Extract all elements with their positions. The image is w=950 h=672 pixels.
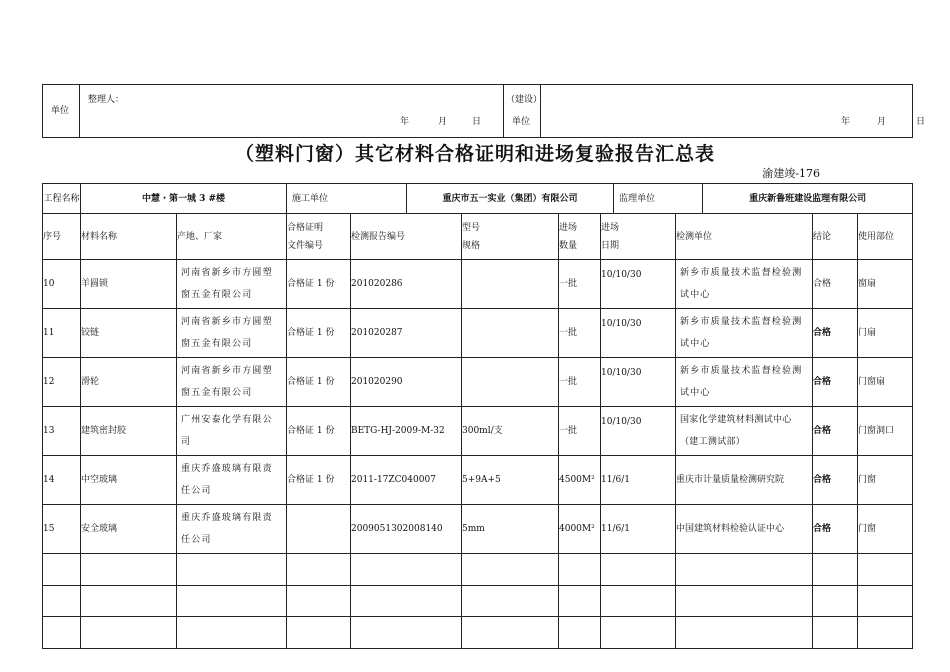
row-qty: 一批 bbox=[559, 309, 601, 358]
row-report: 201020287 bbox=[351, 309, 462, 358]
build-signature-cell bbox=[541, 85, 926, 138]
project-name-value: 中慧・第一城 3 #楼 bbox=[81, 184, 287, 214]
table-row bbox=[43, 456, 913, 505]
row-material: 羊圆锁 bbox=[81, 260, 177, 309]
col-cert: 合格证明 文件编号 bbox=[287, 214, 351, 260]
row-result: 合格 bbox=[813, 505, 858, 554]
empty-row bbox=[43, 617, 913, 649]
row-lab: 新乡市质量技术监督检验测试中心 bbox=[676, 260, 813, 309]
col-origin: 产地、厂家 bbox=[177, 214, 287, 260]
supervision-unit-value: 重庆新鲁班建设监理有限公司 bbox=[703, 184, 913, 214]
row-model bbox=[462, 358, 559, 407]
detail-table bbox=[42, 213, 913, 649]
col-location: 使用部位 bbox=[858, 214, 913, 260]
row-date: 11/6/1 bbox=[601, 456, 676, 505]
col-qty: 进场 数量 bbox=[559, 214, 601, 260]
row-material: 滑轮 bbox=[81, 358, 177, 407]
unit-label: 单位 bbox=[51, 106, 70, 116]
col-date: 进场 日期 bbox=[601, 214, 676, 260]
row-cert: 合格证 1 份 bbox=[287, 456, 351, 505]
row-origin: 河南省新乡市方圆塑窗五金有限公司 bbox=[177, 358, 287, 407]
row-lab: 新乡市质量技术监督检验测试中心 bbox=[676, 358, 813, 407]
date-year: 年 bbox=[400, 117, 410, 127]
row-lab: 中国建筑材料检验认证中心 bbox=[676, 505, 813, 554]
row-cert bbox=[287, 505, 351, 554]
project-name-label: 工程名称 bbox=[43, 184, 81, 214]
row-seq: 10 bbox=[43, 260, 81, 309]
build-label: （建设） bbox=[506, 95, 543, 105]
col-result: 结论 bbox=[813, 214, 858, 260]
organizer-label: 整理人： bbox=[88, 95, 125, 105]
row-origin: 河南省新乡市方圆塑窗五金有限公司 bbox=[177, 309, 287, 358]
date2-day: 日 bbox=[916, 117, 926, 127]
row-origin: 重庆乔盛玻璃有限责任公司 bbox=[177, 456, 287, 505]
row-result: 合格 bbox=[813, 407, 858, 456]
row-date: 10/10/30 bbox=[601, 260, 676, 309]
row-result: 合格 bbox=[813, 456, 858, 505]
row-seq: 15 bbox=[43, 505, 81, 554]
row-location: 门扇 bbox=[858, 309, 913, 358]
row-qty: 一批 bbox=[559, 260, 601, 309]
row-cert: 合格证 1 份 bbox=[287, 260, 351, 309]
row-model bbox=[462, 309, 559, 358]
row-seq: 12 bbox=[43, 358, 81, 407]
row-result: 合格 bbox=[813, 260, 858, 309]
row-qty: 4000M² bbox=[559, 505, 601, 554]
row-lab: 国家化学建筑材料测试中心（建工测试部） bbox=[676, 407, 813, 456]
date-month: 月 bbox=[438, 117, 448, 127]
row-material: 中空玻璃 bbox=[81, 456, 177, 505]
row-qty: 4500M² bbox=[559, 456, 601, 505]
row-material: 安全玻璃 bbox=[81, 505, 177, 554]
row-material: 铰链 bbox=[81, 309, 177, 358]
row-location: 门窗扇 bbox=[858, 358, 913, 407]
unit-cell bbox=[43, 85, 80, 138]
date-day: 日 bbox=[472, 117, 482, 127]
row-material: 建筑密封胶 bbox=[81, 407, 177, 456]
row-location: 窗扇 bbox=[858, 260, 913, 309]
row-cert: 合格证 1 份 bbox=[287, 309, 351, 358]
column-header-row bbox=[43, 214, 913, 260]
project-row bbox=[43, 184, 913, 214]
row-report: 201020286 bbox=[351, 260, 462, 309]
row-result: 合格 bbox=[813, 309, 858, 358]
row-model bbox=[462, 260, 559, 309]
row-location: 门窗 bbox=[858, 456, 913, 505]
row-lab: 新乡市质量技术监督检验测试中心 bbox=[676, 309, 813, 358]
table-row bbox=[43, 505, 913, 554]
col-material: 材料名称 bbox=[81, 214, 177, 260]
row-model: 5+9A+5 bbox=[462, 456, 559, 505]
col-lab: 检测单位 bbox=[676, 214, 813, 260]
build-unit-label: 单位 bbox=[512, 117, 531, 127]
row-date: 10/10/30 bbox=[601, 309, 676, 358]
col-report: 检测报告编号 bbox=[351, 214, 462, 260]
row-origin: 重庆乔盛玻璃有限责任公司 bbox=[177, 505, 287, 554]
row-seq: 11 bbox=[43, 309, 81, 358]
row-qty: 一批 bbox=[559, 407, 601, 456]
organizer-cell bbox=[80, 85, 504, 138]
row-cert: 合格证 1 份 bbox=[287, 407, 351, 456]
supervision-unit-label: 监理单位 bbox=[614, 184, 703, 214]
row-origin: 河南省新乡市方圆塑窗五金有限公司 bbox=[177, 260, 287, 309]
row-qty: 一批 bbox=[559, 358, 601, 407]
row-report: 2009051302008140 bbox=[351, 505, 462, 554]
row-date: 10/10/30 bbox=[601, 358, 676, 407]
row-seq: 14 bbox=[43, 456, 81, 505]
date2-month: 月 bbox=[877, 117, 887, 127]
document-number: 渝建竣-176 bbox=[762, 167, 820, 180]
empty-row bbox=[43, 586, 913, 617]
table-row bbox=[43, 358, 913, 407]
row-model: 5mm bbox=[462, 505, 559, 554]
table-row bbox=[43, 309, 913, 358]
table-row bbox=[43, 407, 913, 456]
col-seq: 序号 bbox=[43, 214, 81, 260]
row-model: 300ml/支 bbox=[462, 407, 559, 456]
construction-unit-label: 施工单位 bbox=[287, 184, 407, 214]
row-report: 2011-17ZC040007 bbox=[351, 456, 462, 505]
empty-row bbox=[43, 554, 913, 586]
row-date: 10/10/30 bbox=[601, 407, 676, 456]
summary-table bbox=[42, 183, 913, 214]
build-unit-cell bbox=[504, 85, 541, 138]
row-cert: 合格证 1 份 bbox=[287, 358, 351, 407]
row-location: 门窗 bbox=[858, 505, 913, 554]
page-title: （塑料门窗）其它材料合格证明和进场复验报告汇总表 bbox=[234, 143, 715, 165]
signature-block bbox=[42, 84, 926, 138]
row-report: BETG-HJ-2009-M-32 bbox=[351, 407, 462, 456]
row-origin: 广州安泰化学有限公司 bbox=[177, 407, 287, 456]
col-model: 型号 规格 bbox=[462, 214, 559, 260]
date2-year: 年 bbox=[841, 117, 851, 127]
row-seq: 13 bbox=[43, 407, 81, 456]
row-location: 门窗洞口 bbox=[858, 407, 913, 456]
table-row bbox=[43, 260, 913, 309]
row-report: 201020290 bbox=[351, 358, 462, 407]
construction-unit-value: 重庆市五一实业（集团）有限公司 bbox=[407, 184, 614, 214]
row-date: 11/6/1 bbox=[601, 505, 676, 554]
row-lab: 重庆市计量质量检测研究院 bbox=[676, 456, 813, 505]
row-result: 合格 bbox=[813, 358, 858, 407]
